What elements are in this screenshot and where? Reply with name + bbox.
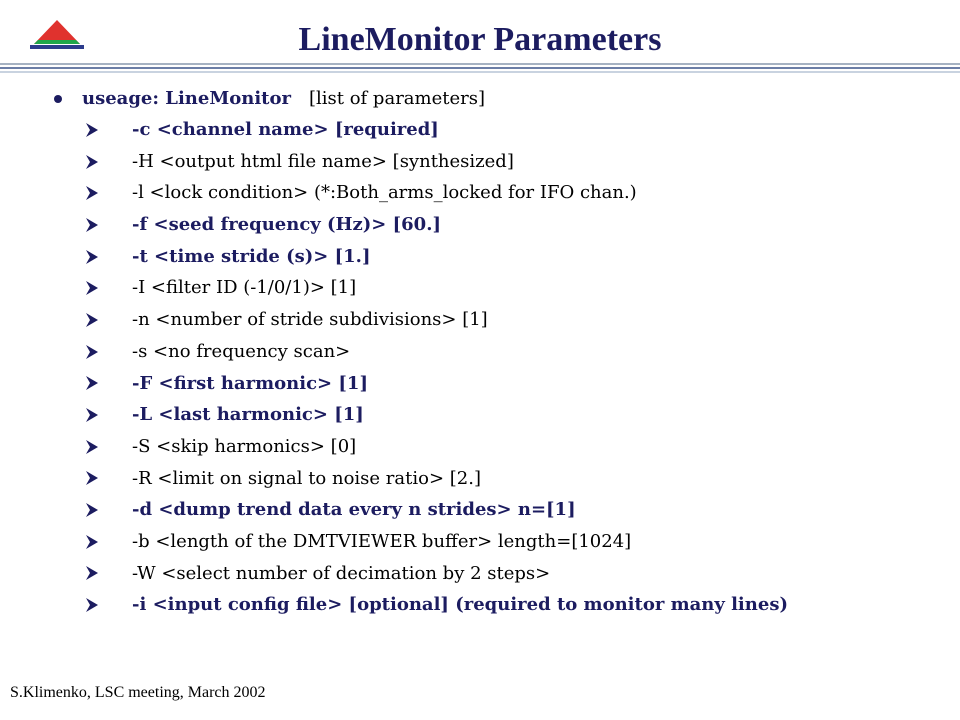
parameter-text: -f <seed frequency (Hz)> [60.] (132, 214, 441, 236)
arrow-bullet-icon (84, 469, 114, 487)
parameter-item (54, 304, 934, 336)
parameter-text: -i <input config file> [optional] (required to monitor many lines) (132, 594, 788, 616)
arrow-bullet-icon (84, 406, 114, 424)
parameter-text: -s <no frequency scan> (132, 340, 351, 362)
arrow-bullet-icon (84, 533, 114, 551)
arrow-bullet-icon (84, 564, 114, 582)
parameter-text: -I <filter ID (-1/0/1)> [1] (132, 277, 357, 299)
parameter-item (54, 463, 934, 495)
page-title: LineMonitor Parameters (298, 21, 662, 58)
parameter-item (54, 589, 934, 621)
title-underline (0, 63, 960, 75)
parameter-item (54, 209, 934, 241)
arrow-bullet-icon (84, 216, 114, 234)
rule-top (0, 63, 960, 65)
parameter-text: -t <time stride (s)> [1.] (132, 245, 371, 267)
parameter-text: -S <skip harmonics> [0] (132, 435, 357, 457)
parameter-text: -L <last harmonic> [1] (132, 404, 364, 426)
bullet-icon (54, 95, 62, 103)
arrow-bullet-icon (84, 153, 114, 171)
parameter-text: -H <output html file name> [synthesized] (132, 150, 514, 172)
arrow-bullet-icon (84, 248, 114, 266)
parameter-item (54, 241, 934, 273)
parameter-item (54, 494, 934, 526)
parameter-text: -d <dump trend data every n strides> n=[1] (132, 499, 576, 521)
parameter-text: -b <length of the DMTVIEWER buffer> length=[1024] (132, 530, 632, 552)
slide-content (54, 84, 934, 621)
usage-command: useage: LineMonitor (82, 88, 291, 109)
parameter-text: -l <lock condition> (*:Both_arms_locked for IFO chan.) (132, 182, 637, 204)
arrow-bullet-icon (84, 343, 114, 361)
parameter-item (54, 558, 934, 590)
arrow-bullet-icon (84, 438, 114, 456)
parameter-item (54, 368, 934, 400)
parameter-item (54, 431, 934, 463)
arrow-bullet-icon (84, 311, 114, 329)
parameter-item (54, 336, 934, 368)
parameter-item (54, 177, 934, 209)
parameter-item (54, 272, 934, 304)
footer-credit: S.Klimenko, LSC meeting, March 2002 (10, 684, 266, 701)
arrow-bullet-icon (84, 121, 114, 139)
arrow-bullet-icon (84, 279, 114, 297)
rule-bottom (0, 71, 960, 73)
parameter-text: -n <number of stride subdivisions> [1] (132, 309, 488, 331)
parameter-list (54, 114, 934, 621)
arrow-bullet-icon (84, 501, 114, 519)
usage-args: [list of parameters] (308, 88, 485, 109)
arrow-bullet-icon (84, 184, 114, 202)
arrow-bullet-icon (84, 374, 114, 392)
rule-mid (0, 67, 960, 69)
parameter-text: -R <limit on signal to noise ratio> [2.] (132, 467, 481, 489)
usage-line (54, 84, 934, 114)
parameter-text: -c <channel name> [required] (132, 119, 439, 140)
parameter-item (54, 526, 934, 558)
parameter-text: -W <select number of decimation by 2 steps> (132, 562, 551, 584)
parameter-item (54, 114, 934, 146)
parameter-item (54, 146, 934, 178)
arrow-bullet-icon (84, 596, 114, 614)
parameter-item (54, 399, 934, 431)
parameter-text: -F <first harmonic> [1] (132, 372, 368, 394)
